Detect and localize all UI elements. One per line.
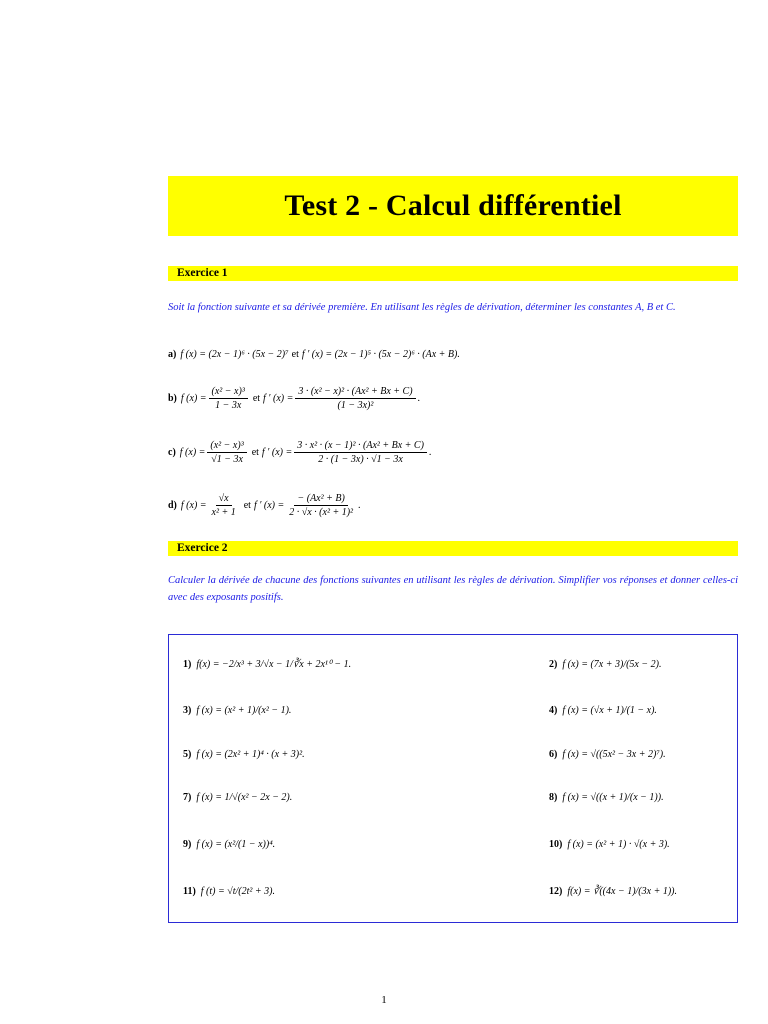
conjunction: et <box>252 392 261 404</box>
denominator: x² + 1 <box>211 506 236 518</box>
item-label: d) <box>168 499 177 511</box>
exercise2-item-2 <box>549 642 661 686</box>
exercise2-instructions: Calculer la dérivée de chacune des fonctions suivantes en utilisant les règles de dérivation. Simplifier vos réponses et donner celles-ci avec des exposants positifs. <box>168 575 738 603</box>
page-title: Test 2 - Calcul différentiel <box>284 189 622 222</box>
item-label: c) <box>168 446 176 458</box>
numerator: 3 · (x² − x)² · (Ax² + Bx + C) <box>295 386 415 399</box>
function-expression: f (x) = (2x − 1)⁶ · (5x − 2)⁷ <box>180 348 289 360</box>
function-expression: f (x) = (x²/(1 − x))⁴. <box>196 838 276 850</box>
function-lhs: f (x) = <box>180 392 207 404</box>
function-lhs: f (x) = <box>179 446 206 458</box>
derivative-fraction <box>294 440 427 465</box>
exercise2-function-box <box>168 634 738 923</box>
function-expression: f(x) = ∛((4x − 1)/(3x + 1)). <box>567 885 677 897</box>
function-expression: f (x) = √((5x² − 3x + 2)⁷). <box>562 748 666 760</box>
exercise2-item-10 <box>549 822 670 866</box>
denominator: √1 − 3x <box>211 453 243 465</box>
numerator: √x <box>216 493 232 506</box>
derivative-fraction <box>286 493 356 518</box>
numerator: (x² − x)³ <box>209 386 248 399</box>
item-number: 5) <box>183 748 192 760</box>
title-banner <box>168 176 738 236</box>
exercise1-item-d: d) f (x) = $\frac{√x}{\text{x² + 1}}$ et f ′ (x) = $\frac{\text{− (Ax² + B)}}{\text{2 · √x · (x² + 1)²}}$ . <box>168 492 361 518</box>
function-fraction <box>209 386 248 411</box>
exercise1-instructions: Soit la fonction suivante et sa dérivée première. En utilisant les règles de dérivation, déterminer les constantes A, B et C. <box>168 302 676 313</box>
item-number: 2) <box>549 658 558 670</box>
item-number: 9) <box>183 838 192 850</box>
exercise2-item-6 <box>549 732 666 776</box>
function-expression: f (x) = √((x + 1)/(x − 1)). <box>562 791 664 803</box>
function-expression: f (t) = √t/(2t² + 3). <box>200 885 275 897</box>
denominator: 1 − 3x <box>215 399 242 411</box>
numerator: 3 · x² · (x − 1)² · (Ax² + Bx + C) <box>294 440 427 453</box>
function-expression: f(x) = −2/x³ + 3/√x − 1/∛x + 2x¹⁰ − 1. <box>196 658 352 670</box>
denominator: 2 · (1 − 3x) · √1 − 3x <box>318 453 403 465</box>
derivative-lhs: f ′ (x) = <box>253 499 285 511</box>
item-number: 10) <box>549 838 563 850</box>
item-label: b) <box>168 392 177 404</box>
item-label: a) <box>168 348 177 360</box>
exercise2-item-12 <box>549 869 677 913</box>
exercise2-item-5 <box>183 732 305 776</box>
function-fraction <box>209 493 239 518</box>
item-number: 6) <box>549 748 558 760</box>
derivative-expression: f ′ (x) = (2x − 1)⁵ · (5x − 2)⁶ · (Ax + B). <box>301 348 460 360</box>
numerator: − (Ax² + B) <box>294 493 347 506</box>
exercise1-heading-bar <box>168 266 738 281</box>
page-number: 1 <box>381 994 387 1006</box>
function-expression: f (x) = (x² + 1) · √(x + 3). <box>567 838 670 850</box>
function-fraction <box>207 440 246 465</box>
exercise2-item-1 <box>183 642 351 686</box>
function-expression: f (x) = (x² + 1)/(x² − 1). <box>196 704 292 716</box>
exercise2-item-11 <box>183 869 275 913</box>
item-number: 8) <box>549 791 558 803</box>
numerator: (x² − x)³ <box>207 440 246 453</box>
exercise2-item-3 <box>183 688 291 732</box>
exercise2-item-9 <box>183 822 275 866</box>
item-number: 3) <box>183 704 192 716</box>
denominator: 2 · √x · (x² + 1)² <box>289 506 354 518</box>
exercise2-heading-bar <box>168 541 738 556</box>
item-number: 1) <box>183 658 192 670</box>
exercise2-heading: Exercice 2 <box>177 542 228 554</box>
conjunction: et <box>251 446 259 458</box>
function-expression: f (x) = (7x + 3)/(5x − 2). <box>562 658 662 670</box>
item-number: 7) <box>183 791 192 803</box>
derivative-fraction <box>295 386 415 411</box>
exercise1-item-b: b) f (x) = $\frac{\text{(x² − x)³}}{1 - 3x}$ et f ′ (x) = $\frac{\text{3 · (x² − x)² · (Ax² + Bx + C)}}{\text{(1 − 3x)²}}$ . <box>168 385 421 411</box>
exercise2-item-7 <box>183 775 292 819</box>
exercise2-item-4 <box>549 688 657 732</box>
function-expression: f (x) = (2x² + 1)⁴ · (x + 3)². <box>196 748 305 760</box>
conjunction: et <box>243 499 251 511</box>
derivative-lhs: f ′ (x) = <box>263 392 294 404</box>
exercise1-item-a <box>168 332 738 376</box>
item-number: 12) <box>549 885 563 897</box>
derivative-lhs: f ′ (x) = <box>261 446 293 458</box>
exercise2-item-8 <box>549 775 664 819</box>
item-number: 4) <box>549 704 558 716</box>
exercise1-heading: Exercice 1 <box>177 267 228 279</box>
function-expression: f (x) = 1/√(x² − 2x − 2). <box>196 791 293 803</box>
function-lhs: f (x) = <box>180 499 207 511</box>
conjunction: et <box>291 348 299 360</box>
denominator: (1 − 3x)² <box>337 399 374 411</box>
function-expression: f (x) = (√x + 1)/(1 − x). <box>562 704 657 716</box>
exercise1-item-c: c) f (x) = $\frac{\text{(x² − x)³}}{√1 - 3x}$ et f ′ (x) = $\frac{\text{3 · x² · (x − 1)² · (Ax² + Bx + C)}}{2 \cdot (1 - 3x) \cdot √1 - 3x}$ . <box>168 439 432 465</box>
item-number: 11) <box>183 885 196 897</box>
